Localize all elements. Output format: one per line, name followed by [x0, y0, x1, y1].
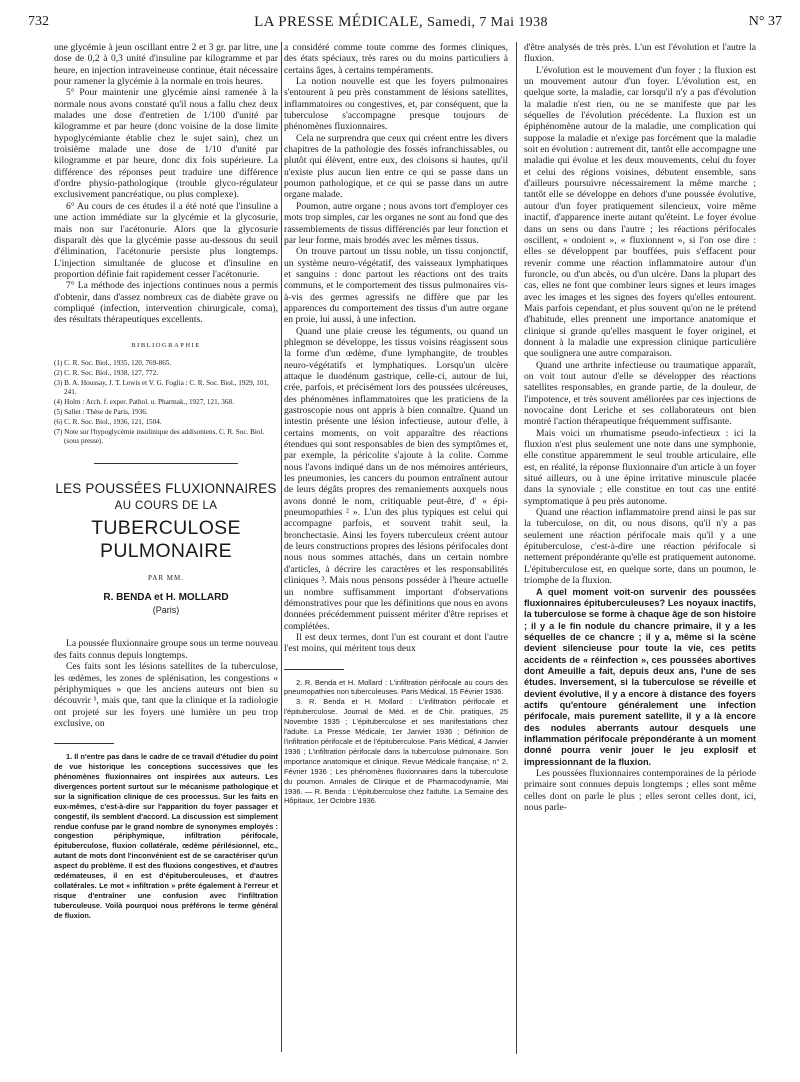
column-divider-1 — [281, 42, 282, 1052]
bibliography-item: (6) C. R. Soc. Biol., 1936, 121, 1504. — [54, 417, 162, 426]
paragraph: On trouve partout un tissu noble, un tissu conjonctif, un système neuro-végétatif, des vaisseaux lymphatiques et sanguins : donc partout les réactions ont des traits communs, et le comportement des tissus pulmonaires vis-à-vis des germes agressifs ne diffère que par les apparences du comportement des tissus d'un autre organe en proie, lui aussi, à une infection. — [284, 246, 508, 326]
column-2 — [284, 42, 508, 806]
footnote: 1. Il n'entre pas dans le cadre de ce travail d'étudier du point de vue historique les conceptions successives que les phénomènes fluxionnaires ont inspirées aux auteurs. Les divergences portent surtout sur le mécanisme pathologique et sur la signification clinique de ces processus. Sur les faits en eux-mêmes, c'est-à-dire sur l'apparition du foyer passager et congestif, ils semblent d'accord. La discussion est simplement rendue confuse par le grand nombre de synonymes employés : congestion périphymique, infiltration périfocale, épituberculose, fluxion collatérale, œdème périlésionnel, etc., autant de mots dont l'inconvénient est de se caractériser qu'un aspect du problème. Il est des fluxions congestives, et d'autres œdémateuses, il en est d'épituberculeuses, et d'autres collatérales. Le mot « infiltration » prête également à l'erreur et risque d'entraîner une confusion avec l'infiltration tuberculeuse. Voilà pourquoi nous préférons le terme général de fluxion. — [54, 752, 278, 920]
paragraph: 6° Au cours de ces études il a été noté que l'insuline a une action immédiate sur la glycémie et la glycosurie, mais non sur l'acétonurie. Alors que la glycosurie disparaît dès que la glycémie passe au-dessous du seuil d'élimination, l'acétonurie persiste plus longtemps. L'injection simultanée de glucose et d'insuline en proportion définie fait rapidement cesser l'acétonurie. — [54, 200, 278, 280]
paragraph: une glycémie à jeun oscillant entre 2 et 3 gr. par litre, une dose de 0,2 à 0,3 unité d'insuline par kilogramme et par heure, en injection intraveineuse continue, était nécessaire pour ramener la glycémie à la normale en trois heures. — [54, 42, 278, 88]
paragraph: La notion nouvelle est que les foyers pulmonaires s'entourent à peu près constamment de lésions satellites, inflammatoires ou congestives, et, par conséquent, que la tuberculose s'accompagne presque toujours de phénomènes fluxionnaires. — [284, 76, 508, 133]
issue-number: N° 37 — [748, 14, 782, 29]
paragraph: Quand une plaie creuse les téguments, ou quand un phlegmon se développe, les tissus voisins réagissent sous la forme d'un œdème, d'une lymphangite, de troubles neuro-végétatifs et lymphatiques. Lorsqu'un ulcère attaque le duodénum gastrique, celle-ci, autour de lui, crée, parfois, et précisément lors des poussées ulcéreuses, des phénomènes inflammatoires que les praticiens de la gastroscopie nous ont appris à bien connaître. Quand un intestin présente une lésion infectieuse, autour d'elle, à certains moments, on voit apparaître des réactions étendues qui sont responsables de bien des symptômes et, par exemple, la péricolite s'ajoute à la colite. Comme nous l'avons indiqué dans un de nos mémoires antérieurs, les pneumonies, les cancers du poumon entraînent autour de leurs dégâts propres des remaniements auxquels nous avons donné le nom, critiquable peut-être, d' « épi-pneumopathies ² ». L'un des plus typiques est celui qui accompagne parfois, et souvent trahit seul, la bronchectasie. Ainsi les foyers tuberculeux créent autour de leurs constructions propres des lésions périfocales dont nous nous sommes attachés, dans un certain nombre d'articles, à décrire les caractères et les responsabilités cliniques ³. Mais nous pensons posséder à l'heure actuelle un nombre suffisamment important d'observations démonstratives pour que les définitions que nous en avons données précédemment puissent mériter d'être reprises et complétées. — [284, 325, 508, 632]
page-header — [20, 14, 782, 36]
author-city: (Paris) — [152, 605, 180, 616]
paragraph: 5° Pour maintenir une glycémie ainsi ramenée à la normale nous avons constaté qu'il nous a fallu chez deux malades une dose d'entretien de 1/100 d'unité par kilogramme et par heure (donc voisine de la dose limite hypoglycémiante établie chez le sujet sain), chez un troisième malade une dose de 1/10 d'unité par kilogramme et par heure, donc dix fois supérieure. La différence des réponses peut traduire une différence d'ordre physio-pathologique (trouble glyco-régulateur exclusivement pancréatique, ou plus complexe). — [54, 87, 278, 201]
journal-title — [20, 14, 782, 31]
paragraph: Quand une arthrite infectieuse ou traumatique apparaît, on voit tout autour d'elle se développer des réactions satellites responsables, en grande partie, de la douleur, de l'impotence, et très souvent améliorées par ces injections de novocaïne dont Leriche et ses collaborateurs ont bien montré l'action thérapeutique fréquemment suffisante. — [524, 359, 756, 428]
article-title-line-1: LES POUSSÉES FLUXIONNAIRES — [55, 481, 277, 497]
paragraph: Mais voici un rhumatisme pseudo-infectieux : ici la fluxion n'est plus seulement une note dans une symphonie, elle constitue apparemment le seul trouble articulaire, elle est, en réalité, la réponse fluxionnaire d'un article à un foyer situé ailleurs, ou à une épine irritative minuscule placée dans la synoviale ; elle constitue en tout cas une entité symptomatique à peu près autonome. — [524, 427, 756, 507]
paragraph: Les poussées fluxionnaires contemporaines de la période primaire sont connues depuis longtemps ; elles sont même celles dont on parle le plus ; elles seront celles dont, ici, nous parle- — [524, 768, 756, 814]
bibliography-item: (7) Note sur l'hypoglycémie insulinique des addisoniens. C. R. Soc. Biol. (sous presse). — [54, 427, 265, 446]
article-separator — [94, 463, 238, 464]
paragraph: a considéré comme toute comme des formes cliniques, des états spéciaux, très rares ou du moins particuliers à certains âges, à certains tempéraments. — [284, 42, 508, 76]
paragraph: d'être analysés de très près. L'un est l'évolution et l'autre la fluxion. — [524, 42, 756, 65]
issue-date: Samedi, 7 Mai 1938 — [427, 15, 548, 30]
footnote-rule — [284, 669, 344, 670]
bibliography-heading: BIBLIOGRAPHIE — [131, 341, 201, 349]
paragraph: Ces faits sont les lésions satellites de la tuberculose, les œdèmes, les zones de splénisation, les congestions « périphymiques » que les anciens auteurs ont bien su découvrir ¹, mais que, tant que la clinique et la radiologie ont projeté sur les foyers une lumière un peu trop exclusive, on — [54, 661, 278, 729]
paragraph: Il est deux termes, dont l'un est courant et dont l'autre l'est moins, qui méritent tous deux — [284, 631, 508, 655]
footnote: 3. R. Benda et H. Mollard : L'infiltration périfocale et l'épituberculose. Journal de Méd. et de Chir. pratiques, 25 Novembre 1935 ; L'épituberculose et ses manifestations chez l'adulte. La Presse Médicale, 1er Janvier 1936 ; Définition de l'infiltration périfocale et de l'épituberculose. Paris Médical, 4 Janvier 1936 ; L'infiltration périfocale dans la tuberculose pulmonaire. Son importance anatomique et clinique. Revue Médicale française, n° 2, Février 1936 ; Les phénomènes fluxionnaires dans la tuberculose du poumon. Annales de Clinique et de Pharmacodynamie, Mai 1936. — R. Benda : L'épituberculose chez l'adulte. La Semaine des Hôpitaux, 1er Octobre 1936. — [284, 697, 508, 806]
journal-name: LA PRESSE MÉDICALE, — [254, 14, 423, 30]
footnote: 2. R. Benda et H. Mollard : L'infiltration périfocale au cours des pneumopathies non tuberculeuses. Paris Médical, 15 Février 1936. — [284, 677, 508, 697]
paragraph: 7° La méthode des injections continues nous a permis d'obtenir, dans d'assez nombreux cas de diabète grave ou compliqué (infection, intervention chirurgicale, coma), des résultats thérapeutiques excellents. — [54, 280, 278, 326]
footnote-rule — [54, 743, 114, 744]
column-3 — [524, 42, 756, 813]
article-authors: R. BENDA et H. MOLLARD — [103, 591, 229, 603]
byline-prefix: PAR MM. — [148, 574, 184, 583]
paragraph: La poussée fluxionnaire groupe sous un terme nouveau des faits connus depuis longtemps. — [54, 638, 278, 661]
page-number: 732 — [28, 14, 49, 29]
column-1 — [54, 42, 278, 921]
paragraph: A quel moment voit-on survenir des poussées fluxionnaires épituberculeuses? Les noyaux inactifs, la tuberculose se forme à chaque âge de son histoire ; il y a le fin nodule du chancre primaire, il y a les séquelles de ce chancre ; il y a, même si la scène devient silencieuse pour toute la vie, ces petits accidents de « réinfection », ces poussées abortives dont Ameuille a fait, depuis deux ans, l'une de ses études. Inversement, si la tuberculose se réveille et devient évolutive, il y a encore à distance des foyers actifs qu'entoure généralement une infection périfocale, mais purement satellite, il y a là encore des nodules aberrants autour desquels une inflammation périfocale prépondérante à un moment donné pourra venir jouer le jeu explosif et impressionnant de la fluxion. — [524, 586, 756, 767]
bibliography-item: (4) Holm : Arch. f. exper. Pathol. u. Pharmak., 1927, 121, 368. — [54, 398, 234, 407]
article-title-line-3: TUBERCULOSE PULMONAIRE — [91, 517, 241, 563]
paragraph: Poumon, autre organe ; nous avons tort d'employer ces mots trop simples, car les organes ne sont au fond que des rassemblements de tissus différenciés par leur fonction et par leur forme, mais brodés avec les mêmes tissus. — [284, 200, 508, 246]
paragraph: Cela ne surprendra que ceux qui créent entre les divers chapitres de la pathologie des fossés infranchissables, ou plutôt qui élèvent, entre eux, des cloisons si hautes, qu'il n'existe plus aucun lien entre ce qui se passe dans un poumon pathologique, et ce qui se passe dans un autre organe malade. — [284, 132, 508, 201]
column-divider-2 — [516, 42, 517, 1054]
article-title-line-2: AU COURS DE LA — [114, 500, 218, 513]
bibliography-item: (2) C. R. Soc. Biol., 1938, 127, 772. — [54, 368, 159, 377]
bibliography-item: (5) Sallet : Thèse de Paris, 1936. — [54, 407, 148, 416]
paragraph: Quand une réaction inflammatoire prend ainsi le pas sur la tuberculose, on dit, ou nous disons, qu'il n'y a pas seulement une réaction périfocale mais qu'il y a une épituberculose, c'est-à-dire une réaction périfocale si nettement prépondérante qu'elle est pratiquement autonome. L'épituberculose est, en quelque sorte, dans un poumon, le triomphe de la fluxion. — [524, 507, 756, 587]
article-body-start — [54, 638, 278, 729]
bibliography-list — [54, 359, 278, 447]
bibliography-item: (1) C. R. Soc. Biol., 1935, 120, 769-865. — [54, 358, 172, 367]
bibliography-item: (3) B. A. Houssay, J. T. Lewis et V. G. Foglia : C. R. Soc. Biol., 1929, 101, 241. — [54, 378, 269, 397]
paragraph: L'évolution est le mouvement d'un foyer ; la fluxion est un mouvement autour d'un foyer. L'évolution est, en quelque sorte, la maladie, car lorsqu'il n'y a pas d'évolution la maladie n'est rien, ou ne se manifeste que par les séquelles de l'évolution précédente. La fluxion est un épiphénomène autour de la maladie, une complication qui suppose la maladie et n'exige pas forcément que la maladie soit en évolution : autrement dit, tantôt elle accompagne une maladie qui évolue et les deux mouvements, celui du foyer et celui des régions voisines, débutent ensemble, sans d'ailleurs poursuivre nécessairement la même marche ; tantôt elle se développe en dehors d'une poussée évolutive, autour d'un foyer pratiquement silencieux, voire même inactif, d'apparence inerte autant qu'éteint. Le foyer évolue dans un sens ou dans l'autre ; les réactions périfocales oscillent, « ondoient », « fluxionnent », si l'on ose dire : elles se développent par bouffées, puis s'effacent pour revenir comme une réaction inflammatoire autour d'un furoncle, ou d'un abcès, ou d'un ulcère. Dans la plupart des cas, elles ne font que combiner leurs signes et leurs images avec les images et les signes des foyers qu'elles entourent. Mais parfois cependant, et plus souvent qu'on ne le prétend d'habitude, elles prennent une importance anatomique et clinique si grande qu'elles masquent le foyer originel, et donnent à la maladie une expression clinique particulière que soulignera une autre comparaison. — [524, 64, 756, 360]
